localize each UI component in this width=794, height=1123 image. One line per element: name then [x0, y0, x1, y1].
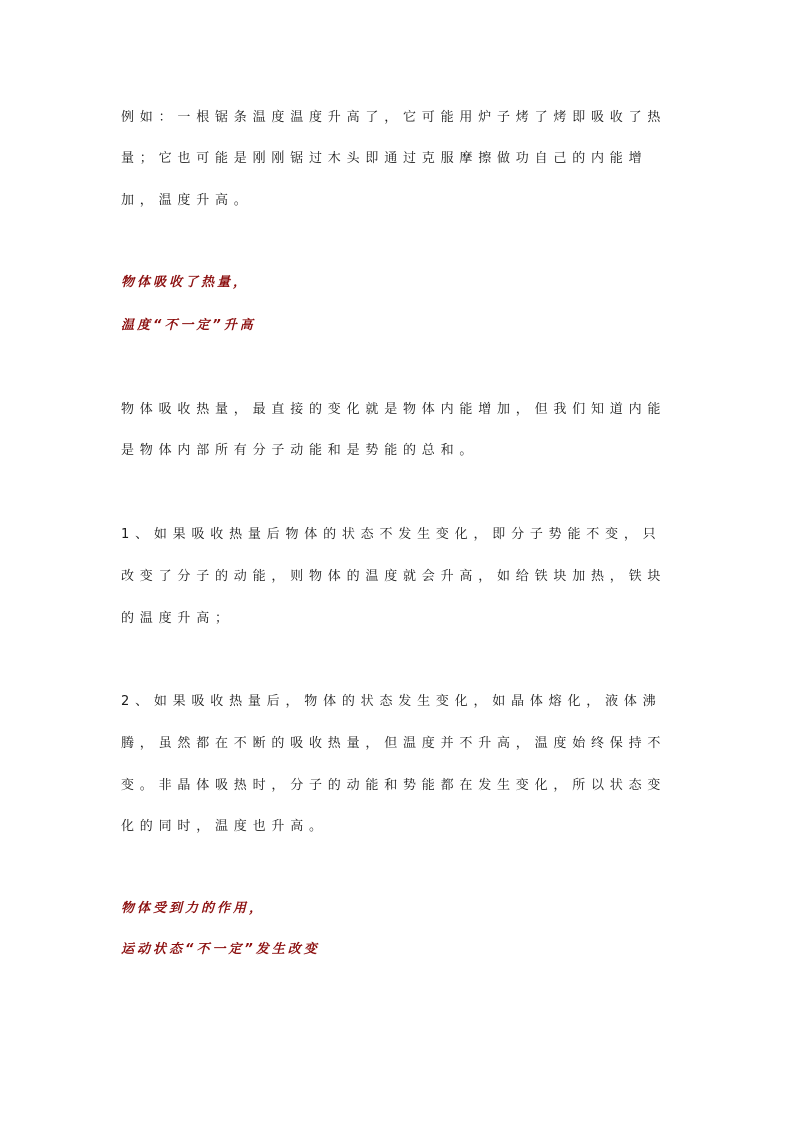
point-1-line-2: 改变了分子的动能，则物体的温度就会升高，如给铁块加热，铁块 [121, 569, 667, 584]
point-2-line-1: 2、如果吸收热量后，物体的状态发生变化，如晶体熔化，液体沸 [121, 694, 662, 709]
heading-2-line-2: 运动状态“不一定”发生改变 [121, 942, 320, 957]
point-1-line-1: 1、如果吸收热量后物体的状态不发生变化，即分子势能不变，只 [121, 527, 662, 542]
heading-2-line-1: 物体受到力的作用， [121, 901, 266, 916]
point-2-line-2: 腾，虽然都在不断的吸收热量，但温度并不升高，温度始终保持不 [121, 736, 667, 751]
point-1-line-3: 的温度升高； [121, 611, 234, 626]
point-2-line-3: 变。非晶体吸热时，分子的动能和势能都在发生变化，所以状态变 [121, 778, 667, 793]
example-line-1: 例如：一根锯条温度温度升高了，它可能用炉子烤了烤即吸收了热 [121, 110, 667, 125]
intro-line-2: 是物体内部所有分子动能和是势能的总和。 [121, 443, 479, 458]
point-2-line-4: 化的同时，温度也升高。 [121, 819, 328, 834]
example-line-3: 加，温度升高。 [121, 193, 253, 208]
heading-1-line-2: 温度“不一定”升高 [121, 318, 256, 333]
example-line-2: 量；它也可能是刚刚锯过木头即通过克服摩擦做功自己的内能增 [121, 151, 648, 166]
heading-1-line-1: 物体吸收了热量， [121, 275, 250, 290]
intro-line-1: 物体吸收热量，最直接的变化就是物体内能增加，但我们知道内能 [121, 402, 667, 417]
